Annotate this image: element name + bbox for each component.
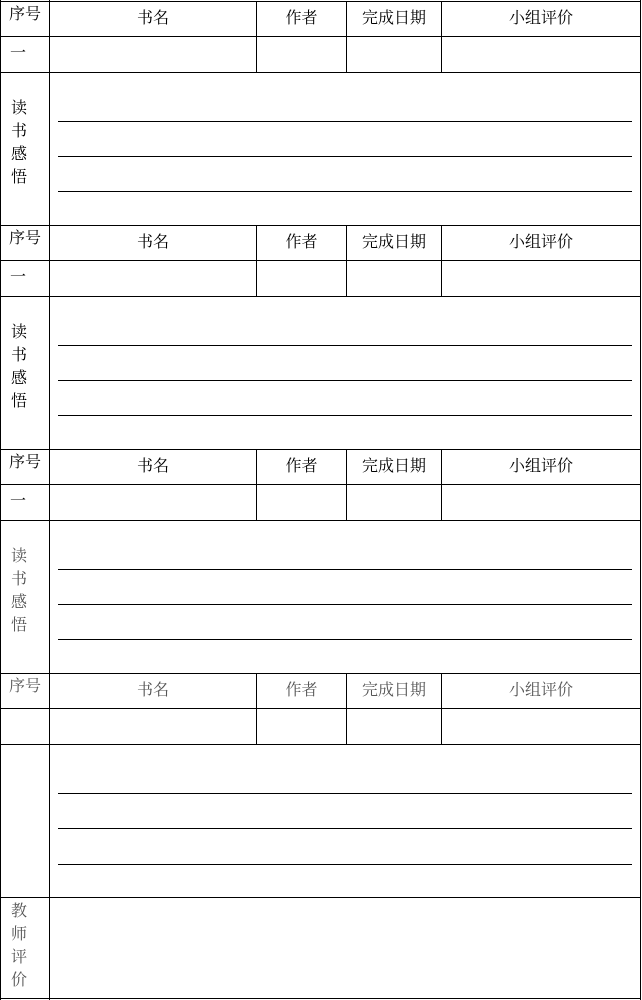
writing-line xyxy=(58,191,632,192)
reflection-label-char: 读 xyxy=(10,322,27,341)
reflection-label-char: 感 xyxy=(10,368,27,387)
teacher-eval-label-char: 师 xyxy=(10,924,27,943)
row-divider xyxy=(0,449,641,450)
writing-line xyxy=(58,639,632,640)
writing-line xyxy=(58,345,632,346)
table-border-bottom xyxy=(0,998,641,999)
row-divider xyxy=(0,225,641,226)
group-eval-field[interactable] xyxy=(442,709,640,744)
teacher-eval-label-char: 评 xyxy=(10,947,27,966)
header-book-name: 书名 xyxy=(136,8,169,27)
author-field[interactable] xyxy=(257,485,346,520)
table-border-top xyxy=(0,1,641,2)
finish-date-field[interactable] xyxy=(347,37,441,72)
author-field[interactable] xyxy=(257,261,346,296)
author-field[interactable] xyxy=(257,37,346,72)
group-eval-field[interactable] xyxy=(442,485,640,520)
teacher-eval-field[interactable] xyxy=(50,898,640,998)
writing-line xyxy=(58,121,632,122)
reflection-label-char: 书 xyxy=(10,121,27,140)
header-book-name: 书名 xyxy=(136,680,169,699)
writing-line xyxy=(58,793,632,794)
header-seq: 序号 xyxy=(9,228,42,247)
reflection-writing-area[interactable] xyxy=(50,521,640,673)
author-field[interactable] xyxy=(257,709,346,744)
reflection-label-char: 书 xyxy=(10,345,27,364)
header-author: 作者 xyxy=(285,456,318,475)
writing-line xyxy=(58,569,632,570)
reflection-label-char: 悟 xyxy=(10,391,27,410)
teacher-eval-label xyxy=(0,899,38,991)
row-index: 一 xyxy=(10,267,27,286)
row-divider xyxy=(0,673,641,674)
reflection-label xyxy=(0,96,38,188)
book-name-field[interactable] xyxy=(50,485,256,520)
header-author: 作者 xyxy=(285,232,318,251)
reflection-label xyxy=(0,320,38,412)
header-finish-date: 完成日期 xyxy=(361,8,426,27)
row-index: 一 xyxy=(10,43,27,62)
reflection-label-char: 悟 xyxy=(10,615,27,634)
header-group-eval: 小组评价 xyxy=(508,456,573,475)
reflection-label-char: 悟 xyxy=(10,167,27,186)
header-seq: 序号 xyxy=(9,452,42,471)
row-index: 一 xyxy=(10,491,27,510)
row-index-field[interactable] xyxy=(1,709,49,744)
finish-date-field[interactable] xyxy=(347,709,441,744)
finish-date-field[interactable] xyxy=(347,261,441,296)
book-name-field[interactable] xyxy=(50,37,256,72)
header-group-eval: 小组评价 xyxy=(508,232,573,251)
header-author: 作者 xyxy=(285,8,318,27)
book-name-field[interactable] xyxy=(50,261,256,296)
writing-line xyxy=(58,380,632,381)
reflection-writing-area[interactable] xyxy=(50,297,640,449)
group-eval-field[interactable] xyxy=(442,261,640,296)
finish-date-field[interactable] xyxy=(347,485,441,520)
writing-line xyxy=(58,415,632,416)
reflection-label-char: 感 xyxy=(10,592,27,611)
header-book-name: 书名 xyxy=(136,456,169,475)
reflection-label xyxy=(0,544,38,636)
reflection-writing-area[interactable] xyxy=(50,745,640,897)
header-book-name: 书名 xyxy=(136,232,169,251)
reflection-label-char: 感 xyxy=(10,144,27,163)
header-group-eval: 小组评价 xyxy=(508,680,573,699)
group-eval-field[interactable] xyxy=(442,37,640,72)
header-finish-date: 完成日期 xyxy=(361,456,426,475)
writing-line xyxy=(58,828,632,829)
reflection-label-char: 读 xyxy=(10,546,27,565)
writing-line xyxy=(58,864,632,865)
reflection-writing-area[interactable] xyxy=(50,73,640,225)
book-name-field[interactable] xyxy=(50,709,256,744)
reflection-label-char: 书 xyxy=(10,569,27,588)
header-group-eval: 小组评价 xyxy=(508,8,573,27)
header-seq: 序号 xyxy=(9,676,42,695)
header-finish-date: 完成日期 xyxy=(361,232,426,251)
teacher-eval-label-char: 价 xyxy=(10,970,27,989)
header-author: 作者 xyxy=(285,680,318,699)
reflection-label-char: 读 xyxy=(10,98,27,117)
table-border-right xyxy=(640,0,641,1000)
teacher-eval-label-char: 教 xyxy=(10,901,27,920)
writing-line xyxy=(58,604,632,605)
header-finish-date: 完成日期 xyxy=(361,680,426,699)
header-seq: 序号 xyxy=(9,4,42,23)
writing-line xyxy=(58,156,632,157)
